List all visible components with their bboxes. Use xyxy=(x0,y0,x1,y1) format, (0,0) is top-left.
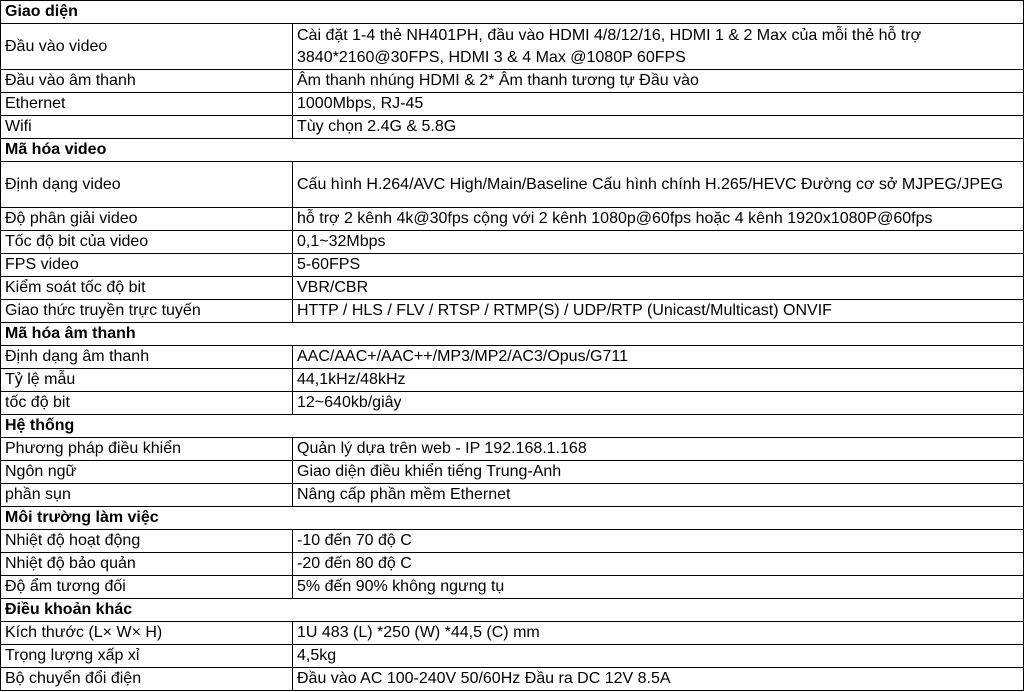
section-title: Hệ thống xyxy=(1,415,1024,438)
spec-row xyxy=(1,162,1024,208)
spec-row xyxy=(1,530,1024,553)
spec-value: Tùy chọn 2.4G & 5.8G xyxy=(293,116,1024,139)
spec-value: 1U 483 (L) *250 (W) *44,5 (C) mm xyxy=(293,622,1024,645)
spec-row xyxy=(1,484,1024,507)
spec-label: Giao thức truyền trực tuyến xyxy=(1,300,293,323)
section-title: Mã hóa video xyxy=(1,139,1024,162)
spec-label: Trọng lượng xấp xỉ xyxy=(1,645,293,668)
spec-label: Nhiệt độ bảo quản xyxy=(1,553,293,576)
spec-value: 5% đến 90% không ngưng tụ xyxy=(293,576,1024,599)
spec-label: Tốc độ bit của video xyxy=(1,231,293,254)
spec-value: Nâng cấp phần mềm Ethernet xyxy=(293,484,1024,507)
spec-row xyxy=(1,392,1024,415)
spec-row xyxy=(1,277,1024,300)
spec-label: Ngôn ngữ xyxy=(1,461,293,484)
spec-label: phần sụn xyxy=(1,484,293,507)
section-title: Điều khoản khác xyxy=(1,599,1024,622)
spec-value: 44,1kHz/48kHz xyxy=(293,369,1024,392)
spec-value: 0,1~32Mbps xyxy=(293,231,1024,254)
spec-row xyxy=(1,622,1024,645)
spec-label: tốc độ bit xyxy=(1,392,293,415)
spec-row xyxy=(1,369,1024,392)
spec-value: HTTP / HLS / FLV / RTSP / RTMP(S) / UDP/RTP (Unicast/Multicast) ONVIF xyxy=(293,300,1024,323)
spec-label: Độ phân giải video xyxy=(1,208,293,231)
spec-row xyxy=(1,70,1024,93)
spec-label: Bộ chuyển đổi điện xyxy=(1,668,293,691)
spec-label: Đầu vào âm thanh xyxy=(1,70,293,93)
spec-label: Wifi xyxy=(1,116,293,139)
section-title: Mã hóa âm thanh xyxy=(1,323,1024,346)
spec-row xyxy=(1,93,1024,116)
spec-value: 4,5kg xyxy=(293,645,1024,668)
section-header-row xyxy=(1,323,1024,346)
spec-value: -20 đến 80 độ C xyxy=(293,553,1024,576)
section-header-row xyxy=(1,1,1024,24)
spec-label: Định dạng âm thanh xyxy=(1,346,293,369)
spec-label: Độ ẩm tương đối xyxy=(1,576,293,599)
spec-row xyxy=(1,576,1024,599)
section-title: Môi trường làm việc xyxy=(1,507,1024,530)
spec-value: Âm thanh nhúng HDMI & 2* Âm thanh tương tự Đầu vào xyxy=(293,70,1024,93)
spec-label: Phương pháp điều khiển xyxy=(1,438,293,461)
spec-row xyxy=(1,208,1024,231)
spec-row xyxy=(1,461,1024,484)
spec-value: Cấu hình H.264/AVC High/Main/Baseline Cấu hình chính H.265/HEVC Đường cơ sở MJPEG/JPEG xyxy=(293,162,1024,208)
spec-row xyxy=(1,438,1024,461)
spec-label: Kiểm soát tốc độ bit xyxy=(1,277,293,300)
section-header-row xyxy=(1,139,1024,162)
spec-table-body xyxy=(1,1,1024,691)
spec-label: Đầu vào video xyxy=(1,24,293,70)
spec-label: Tỷ lệ mẫu xyxy=(1,369,293,392)
spec-value: Đầu vào AC 100-240V 50/60Hz Đầu ra DC 12V 8.5A xyxy=(293,668,1024,691)
spec-value: hỗ trợ 2 kênh 4k@30fps cộng với 2 kênh 1080p@60fps hoặc 4 kênh 1920x1080P@60fps xyxy=(293,208,1024,231)
section-header-row xyxy=(1,507,1024,530)
spec-label: Kích thước (L× W× H) xyxy=(1,622,293,645)
spec-label: Định dạng video xyxy=(1,162,293,208)
section-header-row xyxy=(1,599,1024,622)
spec-row xyxy=(1,116,1024,139)
spec-value: -10 đến 70 độ C xyxy=(293,530,1024,553)
section-header-row xyxy=(1,415,1024,438)
spec-value: Giao diện điều khiển tiếng Trung-Anh xyxy=(293,461,1024,484)
spec-row xyxy=(1,254,1024,277)
spec-value: Quản lý dựa trên web - IP 192.168.1.168 xyxy=(293,438,1024,461)
spec-row xyxy=(1,668,1024,691)
spec-value: 5-60FPS xyxy=(293,254,1024,277)
spec-value: 12~640kb/giây xyxy=(293,392,1024,415)
spec-value: Cài đặt 1-4 thẻ NH401PH, đầu vào HDMI 4/8/12/16, HDMI 1 & 2 Max của mỗi thẻ hỗ trợ 3840*2160@30FPS, HDMI 3 & 4 Max @1080P 60FPS xyxy=(293,24,1024,70)
spec-row xyxy=(1,300,1024,323)
spec-label: Ethernet xyxy=(1,93,293,116)
spec-value: AAC/AAC+/AAC++/MP3/MP2/AC3/Opus/G711 xyxy=(293,346,1024,369)
spec-label: Nhiệt độ hoạt động xyxy=(1,530,293,553)
spec-row xyxy=(1,346,1024,369)
spec-row xyxy=(1,231,1024,254)
spec-row xyxy=(1,24,1024,70)
section-title: Giao diện xyxy=(1,1,1024,24)
spec-label: FPS video xyxy=(1,254,293,277)
spec-value: VBR/CBR xyxy=(293,277,1024,300)
spec-value: 1000Mbps, RJ-45 xyxy=(293,93,1024,116)
spec-row xyxy=(1,645,1024,668)
spec-row xyxy=(1,553,1024,576)
